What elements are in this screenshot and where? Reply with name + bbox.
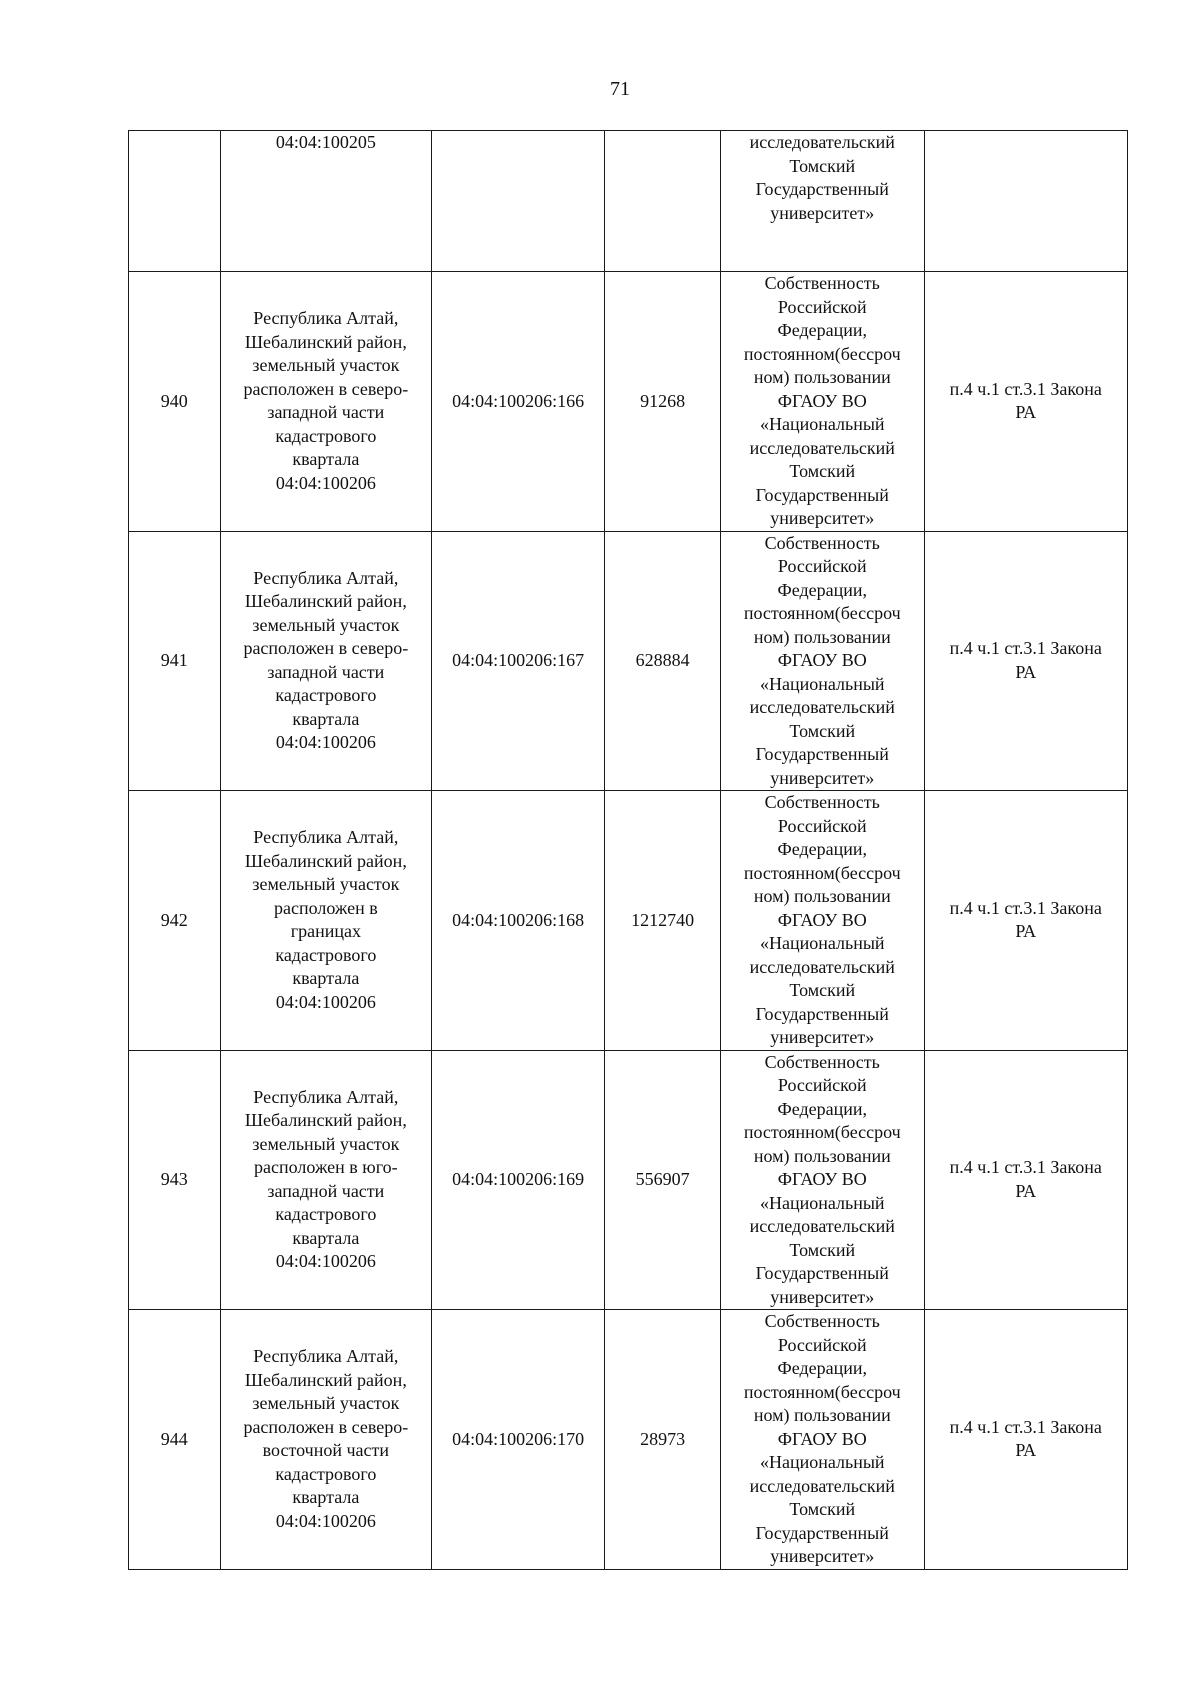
continuation-address-cell: 04:04:100205 [220, 131, 432, 272]
row-number-cell: 942 [129, 791, 221, 1051]
address-cell: Республика Алтай, Шебалинский район, земельный участок расположен в юго- западной части кадастрового квартала 04:04:100206 [220, 1050, 432, 1310]
address-cell: Республика Алтай, Шебалинский район, земельный участок расположен в северо- западной части кадастрового квартала 04:04:100206 [220, 272, 432, 532]
law-basis-cell: п.4 ч.1 ст.3.1 Закона РА [924, 272, 1128, 532]
law-basis-cell: п.4 ч.1 ст.3.1 Закона РА [924, 1310, 1128, 1570]
area-cell: 28973 [605, 1310, 721, 1570]
row-number-cell: 940 [129, 272, 221, 532]
cadastral-number-cell: 04:04:100206:170 [432, 1310, 605, 1570]
cadastral-number-cell: 04:04:100206:169 [432, 1050, 605, 1310]
ownership-right-cell: Собственность Российской Федерации, постоянном(бессроч ном) пользовании ФГАОУ ВО «Национальный исследовательский Томский Государственный университет» [721, 1310, 924, 1570]
ownership-right-cell: Собственность Российской Федерации, постоянном(бессроч ном) пользовании ФГАОУ ВО «Национальный исследовательский Томский Государственный университет» [721, 1050, 924, 1310]
area-cell: 1212740 [605, 791, 721, 1051]
table-row [129, 1310, 1128, 1570]
row-number-cell: 943 [129, 1050, 221, 1310]
law-basis-cell: п.4 ч.1 ст.3.1 Закона РА [924, 791, 1128, 1051]
address-cell: Республика Алтай, Шебалинский район, земельный участок расположен в границах кадастрового квартала 04:04:100206 [220, 791, 432, 1051]
row-number-cell: 944 [129, 1310, 221, 1570]
area-cell: 556907 [605, 1050, 721, 1310]
cadastral-number-cell: 04:04:100206:168 [432, 791, 605, 1051]
ownership-right-cell: Собственность Российской Федерации, постоянном(бессроч ном) пользовании ФГАОУ ВО «Национальный исследовательский Томский Государственный университет» [721, 531, 924, 791]
table-row [129, 531, 1128, 791]
continuation-area-cell [605, 131, 721, 272]
cadastral-number-cell: 04:04:100206:167 [432, 531, 605, 791]
table-row [129, 1050, 1128, 1310]
law-basis-cell: п.4 ч.1 ст.3.1 Закона РА [924, 1050, 1128, 1310]
continuation-cadastral-cell [432, 131, 605, 272]
page-number: 71 [610, 78, 630, 100]
continuation-num-cell [129, 131, 221, 272]
continuation-law-cell [924, 131, 1128, 272]
row-number-cell: 941 [129, 531, 221, 791]
table-row [129, 791, 1128, 1051]
continuation-row [129, 131, 1128, 272]
cadastral-number-cell: 04:04:100206:166 [432, 272, 605, 532]
continuation-right-cell: исследовательский Томский Государственный университет» [721, 131, 924, 272]
ownership-right-cell: Собственность Российской Федерации, постоянном(бессроч ном) пользовании ФГАОУ ВО «Национальный исследовательский Томский Государственный университет» [721, 272, 924, 532]
law-basis-cell: п.4 ч.1 ст.3.1 Закона РА [924, 531, 1128, 791]
address-cell: Республика Алтай, Шебалинский район, земельный участок расположен в северо- западной части кадастрового квартала 04:04:100206 [220, 531, 432, 791]
ownership-right-cell: Собственность Российской Федерации, постоянном(бессроч ном) пользовании ФГАОУ ВО «Национальный исследовательский Томский Государственный университет» [721, 791, 924, 1051]
address-cell: Республика Алтай, Шебалинский район, земельный участок расположен в северо- восточной части кадастрового квартала 04:04:100206 [220, 1310, 432, 1570]
area-cell: 628884 [605, 531, 721, 791]
area-cell: 91268 [605, 272, 721, 532]
table-row [129, 272, 1128, 532]
land-registry-table [128, 130, 1128, 1570]
